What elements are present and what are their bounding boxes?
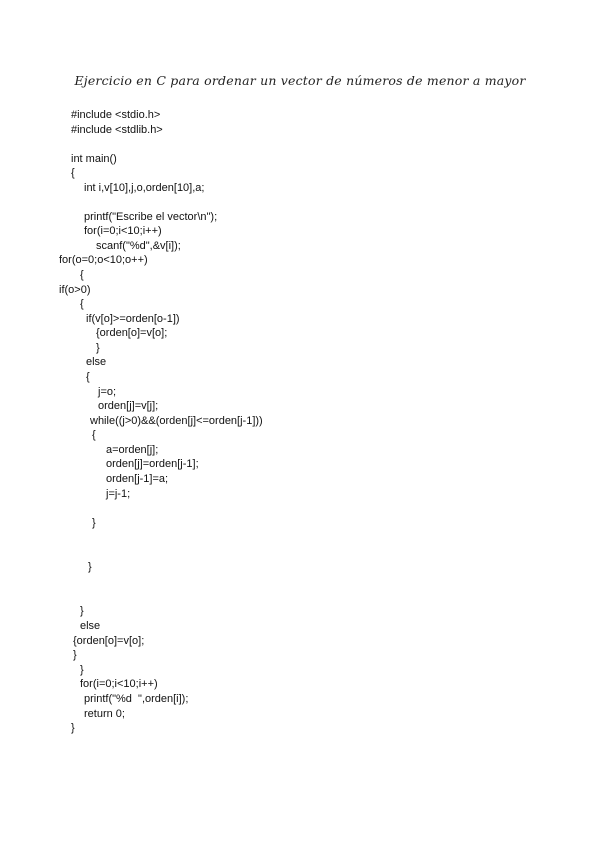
code-line: {: [92, 429, 96, 441]
code-line: int i,v[10],j,o,orden[10],a;: [84, 182, 205, 194]
code-line: printf("%d ",orden[i]);: [84, 693, 189, 705]
code-line: {: [86, 371, 90, 383]
code-line: }: [80, 664, 84, 676]
code-line: int main(): [71, 153, 117, 165]
code-line: scanf("%d",&v[i]);: [96, 240, 181, 252]
code-line: for(i=0;i<10;i++): [80, 678, 158, 690]
code-line: orden[j]=v[j];: [98, 400, 159, 412]
code-line: if(o>0): [59, 284, 91, 296]
code-line: printf("Escribe el vector\n");: [84, 211, 218, 223]
code-line: }: [71, 722, 75, 734]
code-line: j=j-1;: [106, 488, 131, 500]
code-line: {orden[o]=v[o];: [96, 327, 168, 339]
code-line: return 0;: [84, 708, 125, 720]
code-line: if(v[o]>=orden[o-1]): [86, 313, 180, 325]
code-line: {: [80, 298, 84, 310]
document-title: Ejercicio en C para ordenar un vector de números de menor a mayor: [74, 73, 526, 88]
code-line: for(i=0;i<10;i++): [84, 225, 162, 237]
code-line: }: [80, 605, 84, 617]
code-line: else: [86, 356, 107, 368]
code-line: a=orden[j];: [106, 444, 159, 456]
code-line: j=o;: [98, 386, 117, 398]
code-line: else: [80, 620, 101, 632]
code-line: orden[j]=orden[j-1];: [106, 458, 199, 470]
code-line: {orden[o]=v[o];: [73, 635, 145, 647]
code-line: {: [71, 167, 75, 179]
code-line: while((j>0)&&(orden[j]<=orden[j-1])): [90, 415, 263, 427]
code-line: #include <stdio.h>: [71, 109, 161, 121]
code-line: #include <stdlib.h>: [71, 124, 163, 136]
code-line: }: [96, 342, 100, 354]
code-line: }: [88, 561, 92, 573]
code-line: {: [80, 269, 84, 281]
code-line: }: [73, 649, 77, 661]
code-line: for(o=0;o<10;o++): [59, 254, 148, 266]
code-line: orden[j-1]=a;: [106, 473, 169, 485]
code-line: }: [92, 517, 96, 529]
